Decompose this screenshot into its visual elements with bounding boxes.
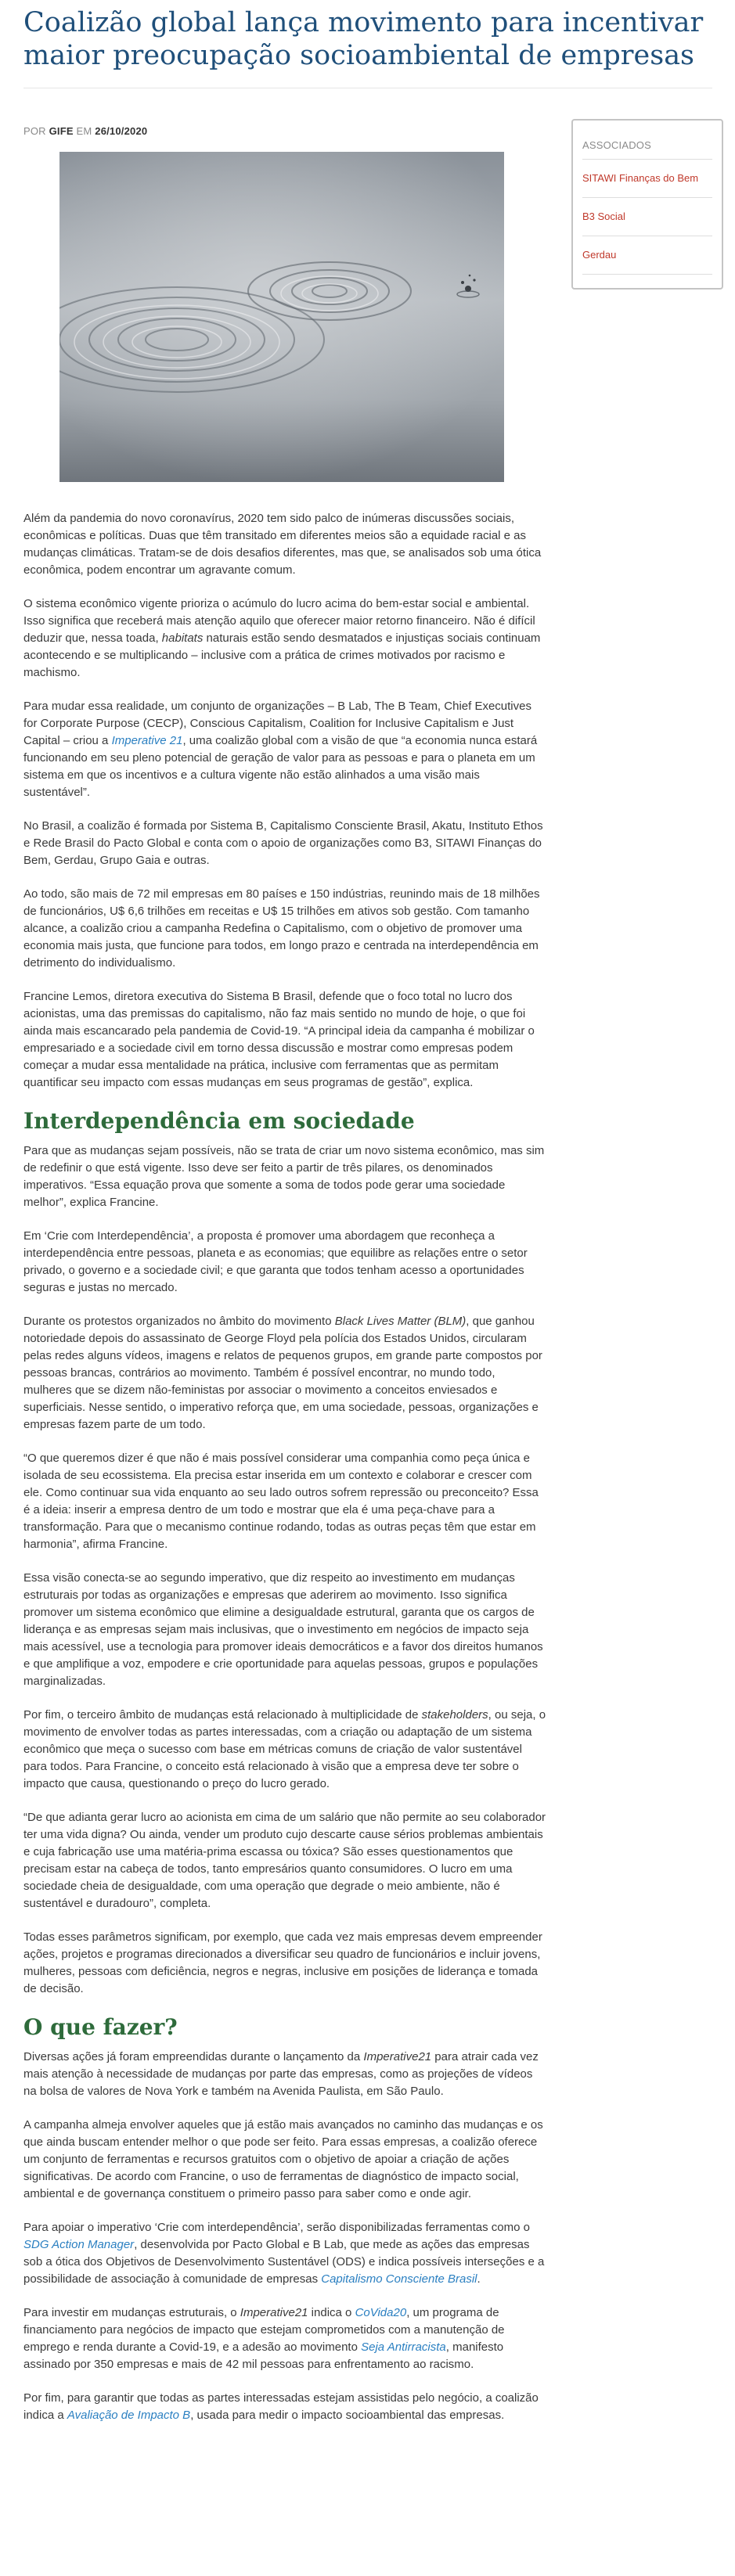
article-body (23, 510, 546, 2441)
paragraph: “De que adianta gerar lucro ao acionista em cima de um salário que não permite ao seu colaborador ter uma vida digna? Ou ainda, vender um produto cujo descarte cause sérios problemas ambientais e cuja fabricação use uma matéria-prima escassa ou tóxica? São esses questionamentos que precisam estar na cabeça de todos, tanto empresários quanto consumidores. O lucro em uma sociedade cheia de desigualdade, com uma operação que degrade o meio ambiente, não é sustentável e duradouro”, completa. (23, 1811, 546, 1910)
link-seja-antirracista[interactable]: Seja Antirracista (361, 2340, 446, 2354)
paragraph: Para investir em mudanças estruturais, o Imperative21 indica o CoVida20, um programa de financiamento para negócios de impacto que estejam comprometidos com a manutenção de emprego e renda durante a Covid-19, e a adesão ao movimento Seja Antirracista, manifesto assinado por 350 empresas e mais de 42 mil pessoas para enfrentamento ao racismo. (23, 2306, 505, 2371)
link-capitalismo-consciente[interactable]: Capitalismo Consciente Brasil (321, 2272, 477, 2286)
byline-date: 26/10/2020 (95, 125, 148, 137)
paragraph: Para mudar essa realidade, um conjunto de organizações – B Lab, The B Team, Chief Executives for Corporate Purpose (CECP), Conscious Capitalism, Coalition for Inclusive Capitalism e Just Capital – criou a Imperative 21, uma coalizão global com a visão de que “a economia nunca estará funcionando em seu pleno potencial de geração de valor para as pessoas e para o planeta em um sistema em que os incentivos e a cultura vigente não estão alinhados a uma visão mais sustentável”. (23, 700, 538, 799)
link-sdg-action-manager[interactable]: SDG Action Manager (23, 2238, 135, 2251)
paragraph: Francine Lemos, diretora executiva do Sistema B Brasil, defende que o foco total no lucro dos acionistas, uma das premissas do capitalismo, não faz mais sentido no mundo de hoje, o que foi ainda mais escancarado pela pandemia de Covid-19. “A principal ideia da campanha é mobilizar o empresariado e a sociedade civil em torno dessa discussão e mostrar como empresas podem começar a mudar essa mentalidade na prática, inclusive com ferramentas que as permitam quantificar seu impacto com essas mudanças em seus programas de gestão”, explica. (23, 990, 535, 1089)
emphasis: Imperative21 (363, 2050, 432, 2063)
emphasis: habitats (161, 631, 204, 645)
article-title: Coalizão global lança movimento para incentivar maior preocupação socioambiental de empresas (23, 7, 704, 71)
emphasis: Imperative21 (240, 2306, 308, 2319)
paragraph: “O que queremos dizer é que não é mais possível considerar uma companhia como peça única e isolada de seu ecossistema. Ela precisa estar inserida em um contexto e colaborar e crescer com ele. Como continuar sua vida enquanto ao seu lado outros sofrem repressão ou preconceito? Essa é a ideia: inserir a empresa dentro de um todo e mostrar que ela é uma peça-chave para a transformação. Para que o mecanismo continue rodando, todas as outras peças têm que estar em harmonia”, afirma Francine. (23, 1452, 539, 1551)
section-heading-interdependencia: Interdependência em sociedade (23, 1108, 415, 1134)
paragraph: Por fim, para garantir que todas as partes interessadas estejam assistidas pelo negócio, a coalizão indica a Avaliação de Impacto B, usada para medir o impacto socioambiental das empresas. (23, 2391, 539, 2422)
link-covida20[interactable]: CoVida20 (355, 2306, 407, 2319)
associate-link-sitawi[interactable]: SITAWI Finanças do Bem (582, 160, 712, 198)
paragraph: No Brasil, a coalizão é formada por Sistema B, Capitalismo Consciente Brasil, Akatu, Instituto Ethos e Rede Brasil do Pacto Global e conta com o apoio de organizações como B3, SITAWI Finanças do Bem, Gerdau, Grupo Gaia e outras. (23, 819, 543, 867)
paragraph: Diversas ações já foram empreendidas durante o lançamento da Imperative21 para atrair cada vez mais atenção à necessidade de mudanças por parte das empresas, como as projeções de vídeos na bolsa de valores de Nova York e também na Avenida Paulista, em São Paulo. (23, 2050, 539, 2098)
link-imperative-21[interactable]: Imperative 21 (111, 734, 183, 747)
paragraph: Em ‘Crie com Interdependência’, a proposta é promover uma abordagem que reconheça a interdependência entre pessoas, planeta e as economias; que equilibre as relações entre o setor privado, o governo e a sociedade civil; e que garanta que todos tenham acesso a oportunidades seguras e justas no mercado. (23, 1229, 528, 1294)
associates-sidebar (571, 119, 723, 290)
byline-prefix: POR (23, 125, 46, 137)
associate-link-b3-social[interactable]: B3 Social (582, 198, 712, 236)
byline-author[interactable]: GIFE (49, 125, 74, 137)
hero-image-water-ripples (59, 152, 504, 482)
associates-title: ASSOCIADOS (582, 139, 712, 160)
paragraph: Para que as mudanças sejam possíveis, não se trata de criar um novo sistema econômico, mas sim de redefinir o que está vigente. Isso deve ser feito a partir de três pilares, os denominados imperativos. “Essa equação prova que somente a soma de todos pode gerar uma sociedade melhor”, explica Francine. (23, 1144, 545, 1209)
article-byline (23, 125, 147, 137)
paragraph: Ao todo, são mais de 72 mil empresas em 80 países e 150 indústrias, reunindo mais de 18 milhões de funcionários, U$ 6,6 trilhões em receitas e U$ 15 trilhões em ativos sob gestão. Com tamanho alcance, a coalizão criou a campanha Redefina o Capitalismo, com o objetivo de promover uma economia mais justa, que funcione para todos, em longo prazo e centrada na interdependência em detrimento do individualismo. (23, 887, 540, 970)
byline-mid: EM (76, 125, 92, 137)
paragraph: Todas esses parâmetros significam, por exemplo, que cada vez mais empresas devem empreender ações, projetos e programas direcionados a diversificar seu quadro de funcionários e incluir jovens, mulheres, pessoas com deficiência, negros e negras, inclusive em posições de liderança e tomada de decisão. (23, 1930, 542, 1995)
paragraph: Além da pandemia do novo coronavírus, 2020 tem sido palco de inúmeras discussões sociais, econômicas e políticas. Duas que têm transitado em diferentes meios são a equidade racial e as mudanças climáticas. Tratam-se de dois desafios diferentes, mas que, se analisados sob uma ótica econômica, podem encontrar um agravante comum. (23, 512, 542, 577)
associate-link-gerdau[interactable]: Gerdau (582, 236, 712, 275)
link-avaliacao-impacto-b[interactable]: Avaliação de Impacto B (67, 2409, 191, 2422)
emphasis: stakeholders (421, 1708, 488, 1722)
emphasis: Black Lives Matter (BLM) (334, 1315, 467, 1328)
paragraph: A campanha almeja envolver aqueles que já estão mais avançados no caminho das mudanças e os que ainda buscam entender melhor o que pode ser feito. Para essas empresas, a coalizão oferece um conjunto de ferramentas e recursos gratuitos com o objetivo de apoiar a criação de ações significativas. De acordo com Francine, o uso de ferramentas de diagnóstico de impacto social, ambiental e de governança constituem o primeiro passo para saber como e onde agir. (23, 2118, 543, 2200)
paragraph: O sistema econômico vigente prioriza o acúmulo do lucro acima do bem-estar social e ambiental. Isso significa que receberá mais atenção aquilo que oferecer maior retorno financeiro. Não é difícil deduzir que, nessa toada, habitats naturais estão sendo desmatados e injustiças sociais continuam acontecendo e se multiplicando – inclusive com a prática de crimes motivados por racismo e machismo. (23, 597, 541, 679)
section-heading-o-que-fazer: O que fazer? (23, 2014, 178, 2040)
paragraph: Por fim, o terceiro âmbito de mudanças está relacionado à multiplicidade de stakeholders, ou seja, o movimento de envolver todas as partes interessadas, com a criação ou adaptação de um sistema econômico que meça o sucesso com base em métricas comuns de criação de valor sustentável para todos. Para Francine, o conceito está relacionado à visão que a empresa deve ter sobre o impacto que causa, questionando o preço do lucro gerado. (23, 1708, 546, 1790)
paragraph: Durante os protestos organizados no âmbito do movimento Black Lives Matter (BLM), que ganhou notoriedade depois do assassinato de George Floyd pela polícia dos Estados Unidos, circularam pelas redes alguns vídeos, imagens e relatos de pequenos grupos, em grande parte compostos por pessoas brancas, contrários ao movimento. Também é possível encontrar, no mundo todo, mulheres que se dizem não-feministas por associar o movimento a conceitos enviesados e superficiais. Nesse sentido, o imperativo reforça que, em uma sociedade, pessoas, organizações e empresas fazem parte de um todo. (23, 1315, 542, 1431)
paragraph: Para apoiar o imperativo ‘Crie com interdependência’, serão disponibilizadas ferramentas como o SDG Action Manager, desenvolvida por Pacto Global e B Lab, que mede as ações das empresas sob a ótica dos Objetivos de Desenvolvimento Sustentável (ODS) e indica possíveis interseções e a possibilidade de associação à comunidade de empresas Capitalismo Consciente Brasil. (23, 2221, 545, 2286)
paragraph: Essa visão conecta-se ao segundo imperativo, que diz respeito ao investimento em mudanças estruturais por todas as organizações e empresas que aderirem ao movimento. Isso significa promover um sistema econômico que elimine a desigualdade estrutural, garanta que os cargos de liderança e as empresas sejam mais inclusivas, que o investimento em negócios de impacto seja mais acessível, use a tecnologia para promover ideais democráticos e a favor dos direitos humanos e que amplifique a voz, empodere e crie oportunidade para aquelas pessoas, grupos e populações marginalizadas. (23, 1571, 543, 1688)
